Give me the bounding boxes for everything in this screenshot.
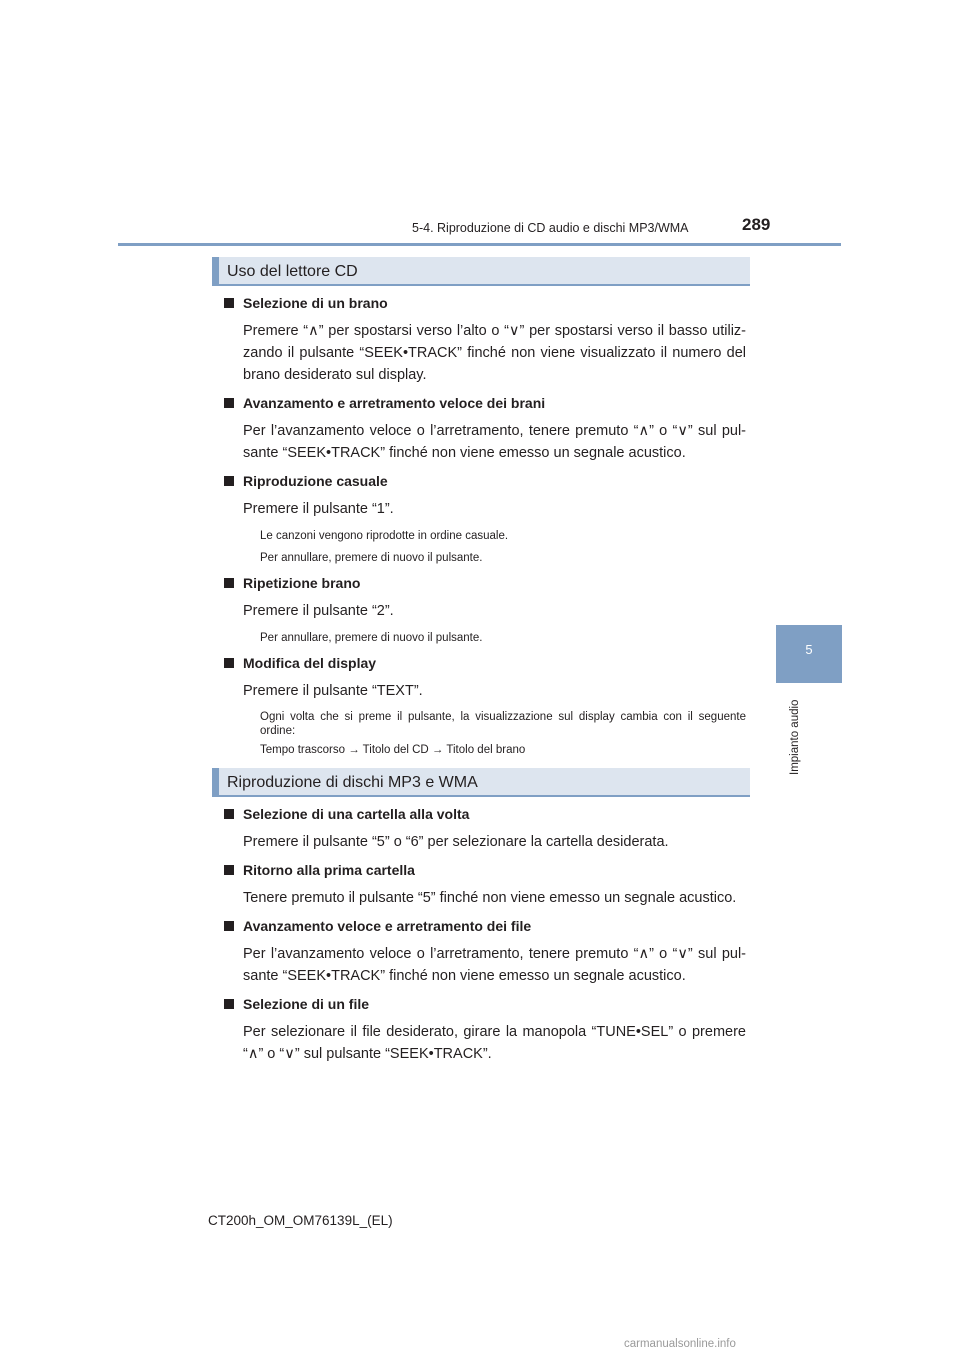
item-title: Selezione di una cartella alla volta: [243, 806, 470, 822]
item-title: Avanzamento veloce e arretramento dei file: [243, 918, 532, 934]
bullet-square-icon: [224, 298, 234, 308]
item-title: Selezione di un brano: [243, 295, 388, 311]
bullet-square-icon: [224, 658, 234, 668]
section-cd-player-content: [224, 292, 746, 758]
item-repeat-track: [224, 572, 746, 646]
bullet-square-icon: [224, 865, 234, 875]
section-heading-cd-player: Uso del lettore CD: [212, 257, 750, 286]
item-note: Per annullare, premere di nuovo il pulsante.: [260, 632, 483, 644]
item-fast-forward-tracks: [224, 392, 746, 464]
item-first-folder: [224, 859, 746, 909]
bullet-square-icon: [224, 578, 234, 588]
item-body: Per selezionare il file desiderato, girare la manopola “TUNE•SEL” o premere “∧” o “∨” sul pulsante “SEEK•TRACK”.: [243, 1024, 746, 1062]
document-code: CT200h_OM_OM76139L_(EL): [208, 1213, 393, 1228]
section-heading-mp3-wma: Riproduzione di dischi MP3 e WMA: [212, 768, 750, 797]
item-title: Modifica del display: [243, 655, 377, 671]
bullet-square-icon: [224, 476, 234, 486]
item-display-change: [224, 652, 746, 758]
item-title: Selezione di un file: [243, 996, 370, 1012]
item-title: Riproduzione casuale: [243, 473, 388, 489]
item-note: Tempo trascorso → Titolo del CD → Titolo del brano: [260, 744, 526, 756]
chapter-tab-label: Impianto audio: [789, 699, 801, 775]
item-body: Premere il pulsante “TEXT”.: [243, 683, 423, 699]
item-random-playback: [224, 470, 746, 566]
item-body: Per l’avanzamento veloce o l’arretramento, tenere premuto “∧” o “∨” sul pul-sante “SEEK•TRACK” finché non viene emesso un segnale acustico.: [243, 946, 746, 984]
item-title: Ritorno alla prima cartella: [243, 862, 415, 878]
running-header: 5-4. Riproduzione di CD audio e dischi MP3/WMA: [412, 221, 689, 235]
item-title: Ripetizione brano: [243, 575, 361, 591]
bullet-square-icon: [224, 999, 234, 1009]
item-body: Premere “∧” per spostarsi verso l’alto o “∨” per spostarsi verso il basso utiliz-zando il pulsante “SEEK•TRACK” finché non viene visualizzato il numero del brano desiderato sul display.: [243, 323, 746, 383]
page-number: 289: [742, 215, 771, 234]
item-body: Per l’avanzamento veloce o l’arretramento, tenere premuto “∧” o “∨” sul pul-sante “SEEK•TRACK” finché non viene emesso un segnale acustico.: [243, 423, 746, 461]
item-body: Premere il pulsante “2”.: [243, 603, 394, 619]
bullet-square-icon: [224, 809, 234, 819]
header-rule: [118, 243, 841, 246]
item-body: Tenere premuto il pulsante “5” finché non viene emesso un segnale acustico.: [243, 890, 737, 906]
item-body: Premere il pulsante “1”.: [243, 501, 394, 517]
item-body: Premere il pulsante “5” o “6” per selezionare la cartella desiderata.: [243, 834, 669, 850]
item-file-select: [224, 993, 746, 1065]
bullet-square-icon: [224, 398, 234, 408]
item-select-track: [224, 292, 746, 386]
item-title: Avanzamento e arretramento veloce dei brani: [243, 395, 546, 411]
chapter-tab: 5: [776, 625, 842, 683]
item-folder-select: [224, 803, 746, 853]
watermark: carmanualsonline.info: [624, 1338, 736, 1350]
bullet-square-icon: [224, 921, 234, 931]
item-note: Ogni volta che si preme il pulsante, la visualizzazione sul display cambia con il seguente ordine:: [260, 711, 746, 737]
item-note: Le canzoni vengono riprodotte in ordine casuale.: [260, 530, 509, 542]
item-fast-forward-files: [224, 915, 746, 987]
section-mp3-wma-content: [224, 803, 746, 1065]
item-note: Per annullare, premere di nuovo il pulsante.: [260, 552, 483, 564]
